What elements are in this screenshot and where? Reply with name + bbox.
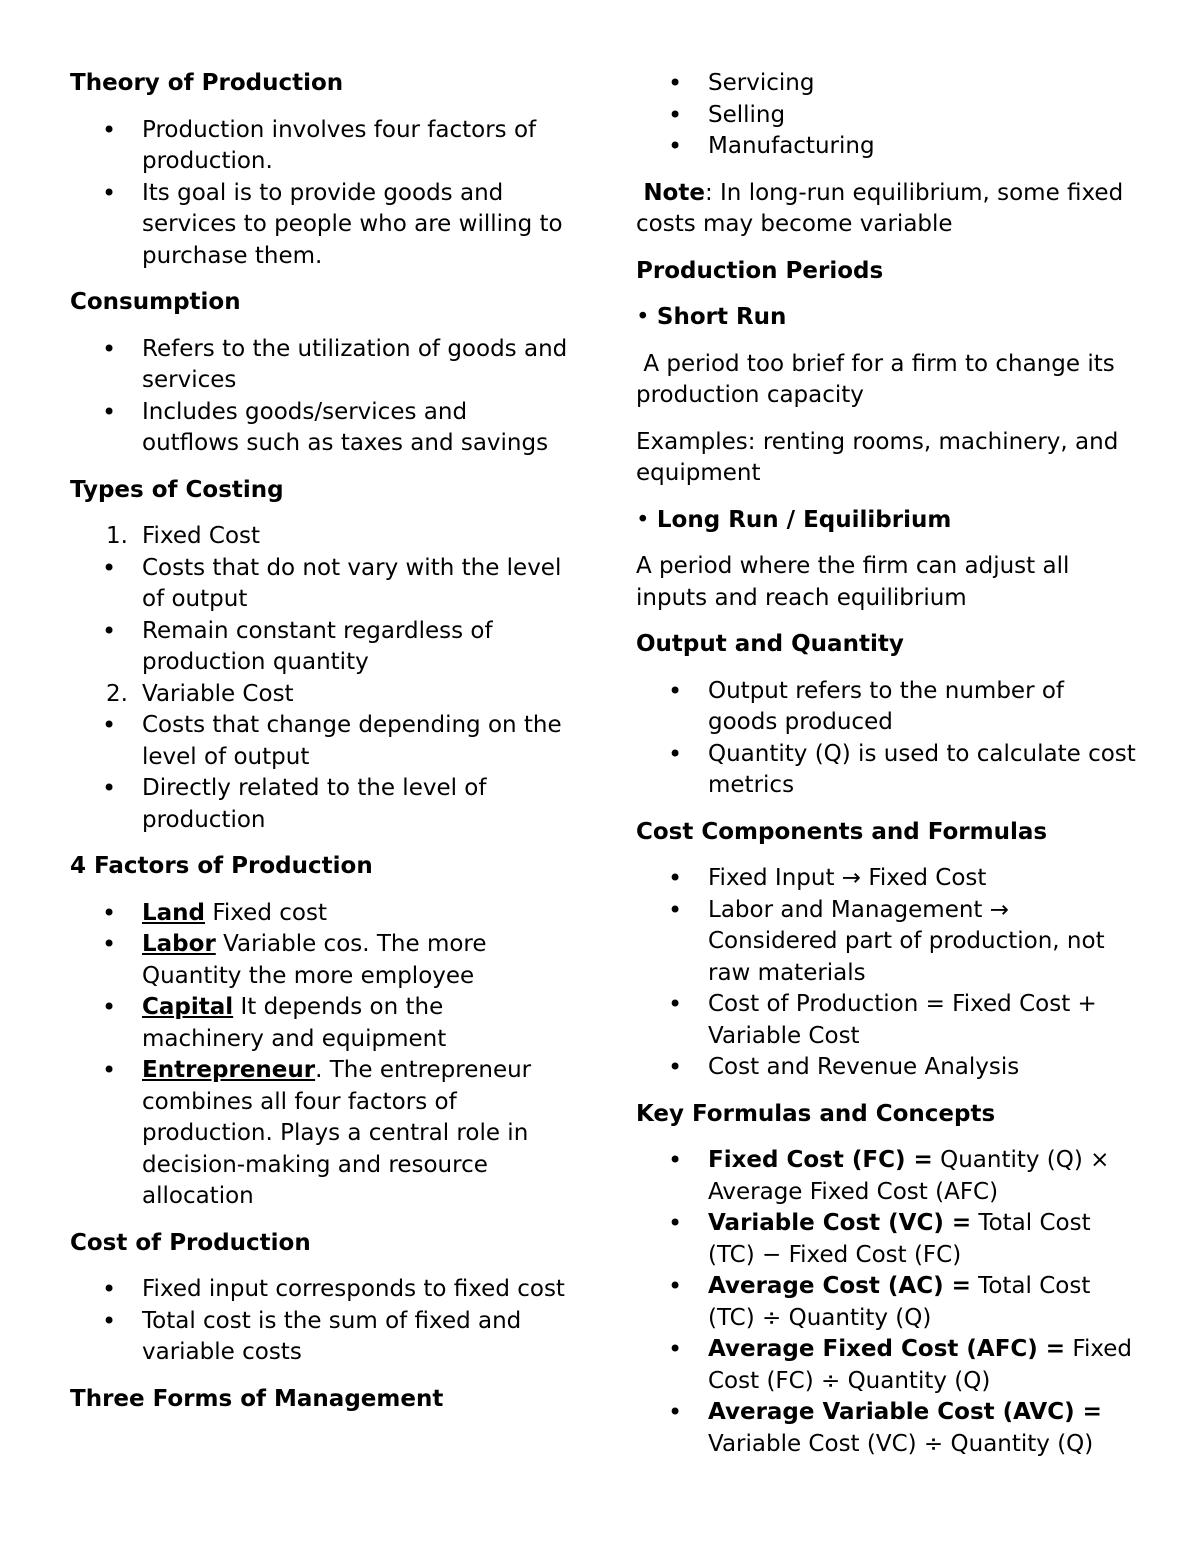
list-item: • Cost of Production = Fixed Cost + Variable Cost [636, 989, 1136, 1052]
formulas-list [636, 1145, 1136, 1460]
list-item: • Cost and Revenue Analysis [636, 1052, 1136, 1084]
list-item: • Selling [636, 100, 1136, 132]
heading-4-factors-of-production: 4 Factors of Production [70, 853, 373, 879]
list-item [70, 929, 570, 992]
note-text: : In long-run equilibrium, some fixed costs may become variable [636, 179, 1124, 237]
list-item [636, 1397, 1136, 1460]
list-item: • Production involves four factors of production. [70, 115, 570, 178]
formula-text: Fixed Cost (FC) ÷ Quantity (Q) [708, 1336, 1132, 1394]
costing-list [70, 521, 570, 836]
short-run-description: A period too brief for a firm to change its production capacity [636, 350, 1123, 408]
numbered-item-fixed-cost [70, 521, 570, 553]
formula-text: Variable Cost (VC) ÷ Quantity (Q) [708, 1430, 1094, 1457]
right-column [636, 68, 1136, 1475]
heading-types-of-costing: Types of Costing [70, 476, 284, 503]
list-item: • Costs that do not vary with the level of output [70, 553, 570, 616]
list-item: • Labor and Management → Considered part of production, not raw materials [636, 895, 1136, 990]
formula-term: Variable Cost (VC) = [708, 1210, 972, 1236]
heading-cost-of-production: Cost of Production [70, 1229, 311, 1256]
list-item: • Quantity (Q) is used to calculate cost metrics [636, 739, 1136, 802]
list-item [636, 1208, 1136, 1271]
formula-term: Average Variable Cost (AVC) = [708, 1399, 1102, 1425]
formula-text: Total Cost (TC) ÷ Quantity (Q) [708, 1273, 1091, 1331]
theory-list [70, 115, 570, 273]
factor-term: Entrepreneur [142, 1057, 316, 1083]
cost-production-list [70, 1274, 570, 1369]
heading-consumption: Consumption [70, 289, 241, 315]
heading-three-forms-of-management: Three Forms of Management [70, 1385, 444, 1412]
list-item [70, 1055, 570, 1213]
list-item [636, 1145, 1136, 1208]
factor-text: . The entrepreneur combines all four factors of production. Plays a central role in decision-making and resource allocation [142, 1057, 532, 1209]
list-item: • Directly related to the level of production [70, 773, 570, 836]
list-item: • Costs that change depending on the level of output [70, 710, 570, 773]
item-label: Variable Cost [142, 680, 294, 707]
short-run-title [636, 302, 1136, 334]
heading-production-periods: Production Periods [636, 257, 884, 284]
components-list [636, 863, 1136, 1084]
output-list [636, 676, 1136, 802]
list-item [70, 992, 570, 1055]
list-item: • Remain constant regardless of production quantity [70, 616, 570, 679]
formula-term: Average Fixed Cost (AFC) = [708, 1336, 1066, 1362]
factors-list [70, 898, 570, 1213]
item-label: Fixed Cost [142, 523, 261, 549]
heading-theory-of-production: Theory of Production [70, 70, 344, 96]
formula-text: Quantity (Q) × Average Fixed Cost (AFC) [708, 1147, 1110, 1205]
item-number: 1. [106, 523, 128, 549]
short-run-label: Short Run [656, 304, 787, 330]
factor-text: Variable cos. The more Quantity the more employee [142, 931, 487, 989]
heading-output-and-quantity: Output and Quantity [636, 631, 904, 657]
list-item: • Refers to the utilization of goods and services [70, 334, 570, 397]
list-item: • Total cost is the sum of fixed and variable costs [70, 1306, 570, 1369]
bullet-glyph: • [636, 506, 657, 533]
long-run-description: A period where the firm can adjust all inputs and reach equilibrium [636, 553, 1070, 611]
list-item: • Fixed input corresponds to fixed cost [70, 1274, 570, 1306]
note-paragraph [636, 178, 1136, 241]
list-item: • Servicing [636, 68, 1136, 100]
left-column [70, 68, 570, 1430]
short-run-examples: Examples: renting rooms, machinery, and equipment [636, 428, 1119, 486]
factor-text: Fixed cost [205, 899, 327, 926]
item-number: 2. [106, 680, 128, 707]
long-run-title [636, 505, 1136, 537]
list-item: • Fixed Input → Fixed Cost [636, 863, 1136, 895]
list-item [636, 1334, 1136, 1397]
formula-term: Fixed Cost (FC) = [708, 1147, 933, 1173]
bullet-glyph: • [636, 304, 657, 330]
list-item: • Its goal is to provide goods and services to people who are willing to purchase them. [70, 178, 570, 273]
factor-text: It depends on the machinery and equipment [142, 994, 447, 1052]
formula-text: Total Cost (TC) − Fixed Cost (FC) [708, 1210, 1091, 1268]
list-item [70, 898, 570, 930]
list-item: • Output refers to the number of goods produced [636, 676, 1136, 739]
factor-term: Capital [142, 994, 234, 1020]
list-item [636, 1271, 1136, 1334]
heading-cost-components: Cost Components and Formulas [636, 818, 1048, 845]
factor-term: Land [142, 899, 206, 926]
list-item: • Includes goods/services and outflows such as taxes and savings [70, 397, 570, 460]
heading-key-formulas: Key Formulas and Concepts [636, 1100, 996, 1127]
factor-term: Labor [142, 931, 216, 957]
note-label: Note [643, 179, 705, 206]
consumption-list [70, 334, 570, 460]
management-list [636, 68, 1136, 163]
long-run-label: Long Run / Equilibrium [656, 506, 952, 533]
formula-term: Average Cost (AC) = [708, 1273, 971, 1299]
list-item: • Manufacturing [636, 131, 1136, 163]
numbered-item-variable-cost [70, 679, 570, 711]
